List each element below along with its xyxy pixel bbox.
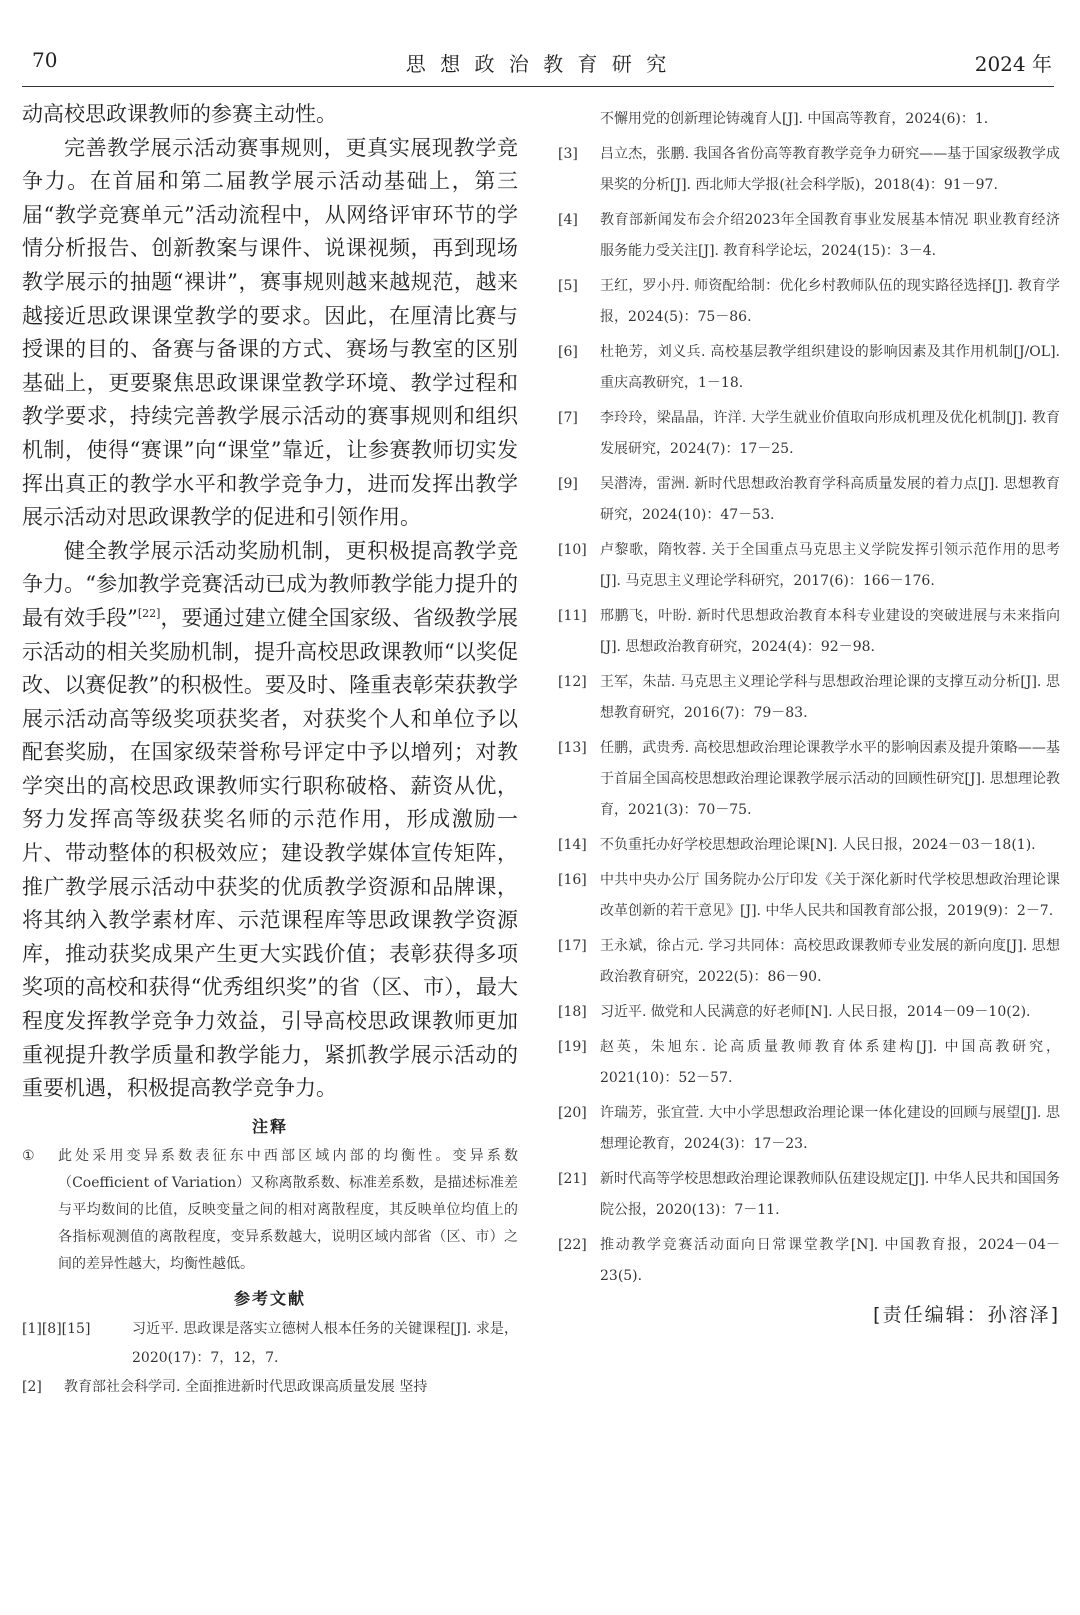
reference-number: [1][8][15] (22, 1320, 91, 1337)
reference-item (558, 733, 1060, 826)
note-item (22, 1143, 518, 1278)
reference-number: [16] (558, 872, 587, 888)
reference-number: [5] (558, 278, 578, 294)
reference-number: [21] (558, 1171, 587, 1187)
notes-heading: 注释 (251, 1116, 288, 1136)
reference-number: [3] (558, 146, 578, 162)
reference-number: [10] (558, 542, 587, 558)
reference-text: 王军，朱喆. 马克思主义理论学科与思想政治理论课的支撑互动分析[J]. 思想教育研究，2016(7)：79－83. (600, 674, 1060, 721)
reference-item (558, 1032, 1060, 1094)
reference-number: [13] (558, 740, 587, 756)
left-column (22, 98, 518, 1402)
reference-text: 王永斌，徐占元. 学习共同体：高校思政课教师专业发展的新向度[J]. 思想政治教育研究，2022(5)：86－90. (600, 938, 1060, 985)
reference-text: 吕立杰，张鹏. 我国各省份高等教育教学竞争力研究——基于国家级教学成果奖的分析[J]. 西北师大学报(社会科学版)，2018(4)：91－97. (600, 146, 1060, 193)
reference-number: [12] (558, 674, 587, 690)
reference-text: 杜艳芳，刘义兵. 高校基层教学组织建设的影响因素及其作用机制[J/OL]. 重庆高教研究，1－18. (600, 344, 1060, 391)
reference-number: [22] (558, 1237, 587, 1253)
reference-text: 中共中央办公厅 国务院办公厅印发《关于深化新时代学校思想政治理论课改革创新的若干意见》[J]. 中华人民共和国教育部公报，2019(9)：2－7. (600, 872, 1060, 919)
body-paragraph-2: 完善教学展示活动赛事规则，更真实展现教学竞争力。在首届和第二届教学展示活动基础上，第三届“教学竞赛单元”活动流程中，从网络评审环节的学情分析报告、创新教案与课件、说课视频，再到现场教学展示的抽题“裸讲”，赛事规则越来越规范，越来越接近思政课课堂教学的要求。因此，在厘清比赛与授课的目的、备赛与备课的方式、赛场与教室的区别基础上，更要聚焦思政课课堂教学环境、教学过程和教学要求，持续完善教学展示活动的赛事规则和组织机制，使得“赛课”向“课堂”靠近，让参赛教师切实发挥出真正的教学水平和教学竞争力，进而发挥出教学展示活动对思政课教学的促进和引领作用。 (22, 135, 518, 530)
reference-continuation: 不懈用党的创新理论铸魂育人[J]. 中国高等教育，2024(6)：1. (600, 111, 989, 127)
reference-text: 习近平. 做党和人民满意的好老师[N]. 人民日报，2014－09－10(2). (600, 1004, 1031, 1020)
reference-item (558, 271, 1060, 333)
reference-text: 王红，罗小丹. 师资配给制：优化乡村教师队伍的现实路径选择[J]. 教育学报，2024(5)：75－86. (600, 278, 1060, 325)
citation-superscript[interactable]: [22] (137, 606, 161, 620)
body-paragraph-3 (22, 535, 518, 1106)
reference-number: [18] (558, 1004, 587, 1020)
note-marker: ① (22, 1147, 35, 1164)
reference-item (558, 535, 1060, 597)
reference-number: [11] (558, 608, 587, 624)
reference-item (558, 830, 1060, 861)
reference-item (558, 1164, 1060, 1226)
reference-number: [7] (558, 410, 578, 426)
right-column (558, 104, 1060, 1327)
reference-item (558, 139, 1060, 201)
reference-number: [19] (558, 1039, 587, 1055)
reference-number: [4] (558, 212, 578, 228)
left-reference-list (22, 1315, 518, 1402)
reference-number: [17] (558, 938, 587, 954)
reference-text: 习近平. 思政课是落实立德树人根本任务的关键课程[J]. 求是，2020(17)：7，12，7. (132, 1320, 518, 1366)
reference-number: [20] (558, 1105, 587, 1121)
reference-item (558, 997, 1060, 1028)
reference-text: 教育部社会科学司. 全面推进新时代思政课高质量发展 坚持 (64, 1378, 428, 1395)
reference-text: 教育部新闻发布会介绍2023年全国教育事业发展基本情况 职业教育经济服务能力受关注[J]. 教育科学论坛，2024(15)：3－4. (600, 212, 1060, 259)
reference-item (558, 205, 1060, 267)
reference-text: 邢鹏飞，叶盼. 新时代思想政治教育本科专业建设的突破进展与未来指向[J]. 思想政治教育研究，2024(4)：92－98. (600, 608, 1060, 655)
reference-text: 任鹏，武贵秀. 高校思想政治理论课教学水平的影响因素及提升策略——基于首届全国高校思想政治理论课教学展示活动的回顾性研究[J]. 思想理论教育，2021(3)：70－75. (600, 740, 1060, 818)
reference-text: 赵英，朱旭东. 论高质量教师教育体系建构[J]. 中国高教研究，2021(10)：52－57. (600, 1039, 1060, 1086)
journal-title: 思 想 政 治 教 育 研 究 (405, 52, 671, 76)
reference-text: 卢黎歌，隋牧蓉. 关于全国重点马克思主义学院发挥引领示范作用的思考[J]. 马克思主义理论学科研究，2017(6)：166－176. (600, 542, 1060, 589)
running-header (22, 42, 1054, 87)
page-number: 70 (32, 48, 58, 72)
issue-year: 2024 年 (974, 52, 1052, 76)
paragraph-3-text-after: ，要通过建立健全国家级、省级教学展示活动的相关奖励机制，提升高校思政课教师“以奖促改、以赛促教”的积极性。要及时、隆重表彰荣获教学展示活动高等级奖项获奖者，对获奖个人和单位予以配套奖励，在国家级荣誉称号评定中予以增列；对教学突出的高校思政课教师实行职称破格、薪资从优，努力发挥高等级获奖名师的示范作用，形成激励一片、带动整体的积极效应；建设教学媒体宣传矩阵，推广教学展示活动中获奖的优质教学资源和品牌课，将其纳入教学素材库、示范课程库等思政课教学资源库，推动获奖成果产生更大实践价值；表彰获得多项奖项的高校和获得“优秀组织奖”的省（区、市），最大程度发挥教学竞争力效益，引导高校思政课教师更加重视提升教学质量和教学能力，紧抓教学展示活动的重要机遇，积极提高教学竞争力。 (22, 605, 518, 1101)
reference-text: 新时代高等学校思想政治理论课教师队伍建设规定[J]. 中华人民共和国国务院公报，2020(13)：7－11. (600, 1171, 1060, 1218)
reference-item (558, 601, 1060, 663)
right-reference-list (558, 139, 1060, 1292)
reference-item (558, 1098, 1060, 1160)
references-heading: 参考文献 (233, 1288, 306, 1308)
reference-item (558, 469, 1060, 531)
reference-text: 推动教学竞赛活动面向日常课堂教学[N]. 中国教育报，2024－04－23(5). (600, 1237, 1060, 1284)
reference-item (22, 1373, 518, 1402)
reference-text: 吴潜涛，雷洲. 新时代思想政治教育学科高质量发展的着力点[J]. 思想教育研究，2024(10)：47－53. (600, 476, 1060, 523)
reference-text: 李玲玲，梁晶晶，许洋. 大学生就业价值取向形成机理及优化机制[J]. 教育发展研究，2024(7)：17－25. (600, 410, 1060, 457)
reference-number: [9] (558, 476, 578, 492)
note-text: 此处采用变异系数表征东中西部区域内部的均衡性。变异系数（Coefficient of Variation）又称离散系数、标准差系数，是描述标准差与平均数间的比值，反映变量之间的相对离散程度，其反映单位均值上的各指标观测值的离散程度，变异系数越大，说明区域内部省（区、市）之间的差异性越大，均衡性越低。 (58, 1147, 518, 1272)
reference-item (22, 1315, 518, 1373)
reference-text: 不负重托办好学校思想政治理论课[N]. 人民日报，2024－03－18(1). (600, 837, 1036, 853)
reference-item (558, 1230, 1060, 1292)
reference-item (558, 403, 1060, 465)
reference-number: [14] (558, 837, 587, 853)
reference-item (558, 667, 1060, 729)
reference-item (558, 865, 1060, 927)
paragraph-3-text-before: 健全教学展示活动奖励机制，更积极提高教学竞争力。“参加教学竞赛活动已成为教师教学能力提升的最有效手段” (22, 538, 518, 630)
reference-text: 许瑞芳，张宜萱. 大中小学思想政治理论课一体化建设的回顾与展望[J]. 思想理论教育，2024(3)：17－23. (600, 1105, 1060, 1152)
reference-item (558, 337, 1060, 399)
reference-number: [2] (22, 1378, 42, 1395)
reference-item (558, 931, 1060, 993)
reference-number: [6] (558, 344, 578, 360)
body-paragraph-1: 动高校思政课教师的参赛主动性。 (22, 102, 337, 126)
responsible-editor: [责任编辑：孙溶泽] (873, 1304, 1060, 1326)
